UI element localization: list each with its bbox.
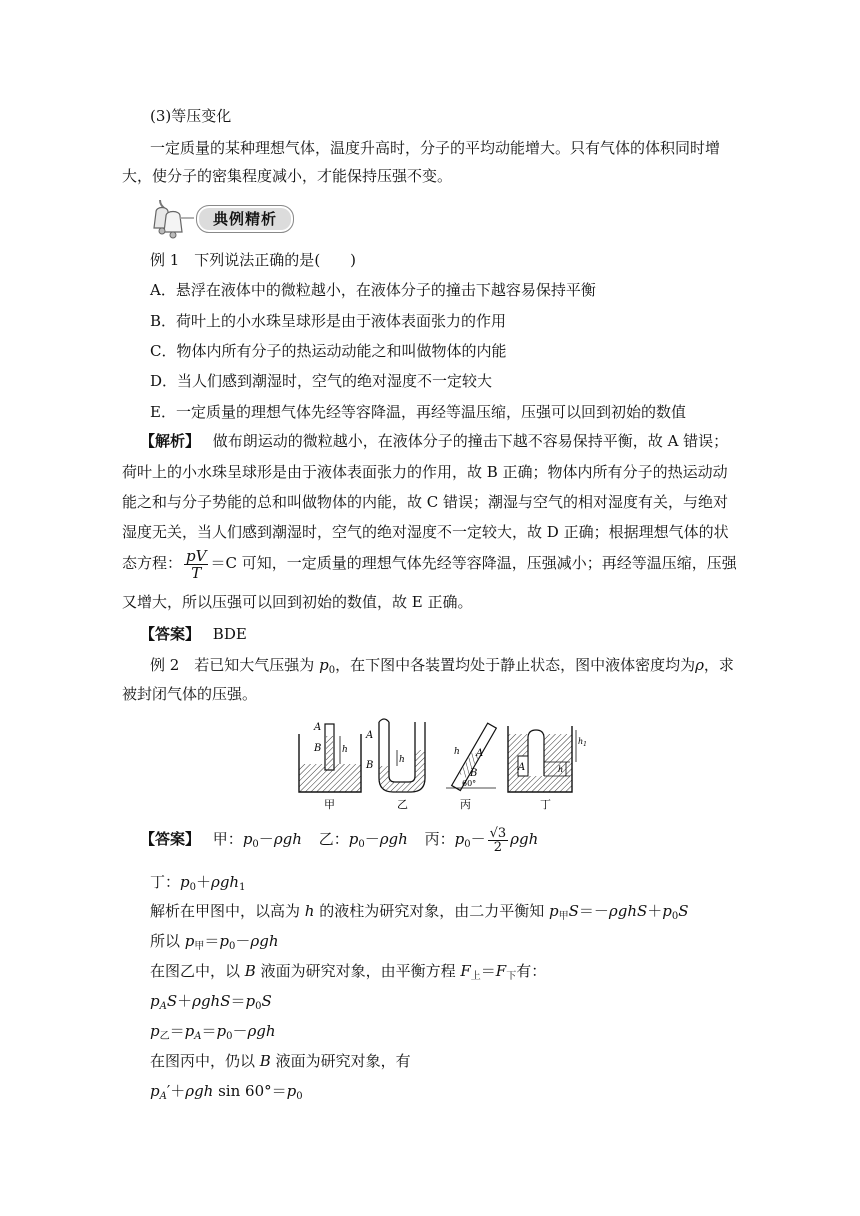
option-b: B．荷叶上的小水珠呈球形是由于液体表面张力的作用 (150, 312, 507, 330)
answer-label: 【答案】 (140, 625, 201, 643)
svg-text:A: A (476, 748, 484, 759)
option-a: A．悬浮在液体中的微粒越小，在液体分子的撞击下越容易保持平衡 (150, 281, 596, 299)
option-c: C．物体内所有分子的热运动动能之和叫做物体的内能 (150, 342, 507, 360)
svg-text:A: A (518, 762, 526, 773)
answer-value: BDE (212, 625, 247, 643)
example2-answer-label: 【答案】 (140, 830, 201, 848)
solution-line-6: 在图丙中，仍以 B 液面为研究对象，有 (150, 1052, 411, 1070)
figure-label-ding: 丁 (540, 798, 551, 811)
solution-line-5: $p_乙=p_A=p_0-\rho gh$ (150, 1022, 276, 1042)
apparatus-ding (508, 726, 587, 792)
answer-line (140, 624, 247, 644)
analysis-line-1: 【解析】 做布朗运动的微粒越小，在液体分子的撞击下越不容易保持平衡，故 A 错误； (140, 432, 729, 450)
solution-line-3: 在图乙中，以 B 液面为研究对象，由平衡方程 $F_上=F_下$有： (150, 962, 547, 982)
svg-text:h1: $h_1$ (578, 737, 587, 748)
example1-title: 例 1 下列说法正确的是( ) (150, 251, 357, 269)
solution-line-1: 解析在甲图中，以高为 h 的液柱为研究对象，由二力平衡知 $p_甲S=-\rho ghS+p_0S$ (150, 902, 689, 922)
option-d: D．当人们感到潮湿时，空气的绝对湿度不一定较大 (150, 372, 493, 390)
section-paragraph-line-2: 大，使分子的密集程度减小，才能保持压强不变。 (122, 167, 453, 185)
sqrt3-over-2-fraction: $\frac{√3}{2}$ (489, 825, 507, 855)
bell-icon (150, 198, 196, 242)
pv-over-t-fraction: $\frac{pV}{T}$ (186, 546, 207, 582)
svg-text:B: B (366, 760, 374, 771)
apparatus-svg (296, 716, 586, 814)
example2-title: 例 2 若已知大气压强为 $p_0$，在下图中各装置均处于静止状态，图中液体密度均为ρ，求 (150, 656, 734, 676)
svg-text:h: h (454, 747, 460, 757)
solution-line-2: 所以 $p_甲=p_0-\rho gh$ (150, 932, 279, 952)
section-heading: (3)等压变化 (150, 107, 232, 125)
figure-label-bing: 丙 (460, 798, 471, 811)
example2-answer: 【答案】 甲：$p_0-\rho gh$ 乙：$p_0-\rho gh$ 丙：$p_0-$ $\frac{√3}{2}$ ρgh (140, 825, 539, 855)
svg-text:B: B (470, 768, 478, 779)
figure-label-jia: 甲 (324, 798, 335, 811)
analysis-line-4: 湿度无关，当人们感到潮湿时，空气的绝对湿度不一定较大，故 D 正确；根据理想气体的状 (122, 523, 729, 541)
svg-text:A: A (366, 730, 374, 741)
svg-text:h: h (558, 765, 564, 774)
svg-text:h: h (342, 745, 348, 755)
solution-line-4: $p_AS+\rho ghS=p_0S$ (150, 992, 272, 1012)
analysis-line-6: 又增大，所以压强可以回到初始的数值，故 E 正确。 (122, 593, 473, 611)
solution-line-7: $p_A'+\rho gh$ $\sin 60^\circ=p_0$ (150, 1082, 303, 1102)
analysis-line-3: 能之和与分子势能的总和叫做物体的内能，故 C 错误；潮湿与空气的相对湿度有关，与绝对 (122, 493, 729, 511)
apparatus-bing (446, 723, 496, 790)
option-e: E．一定质量的理想气体先经等容降温，再经等温压缩，压强可以回到初始的数值 (150, 403, 686, 421)
figure-label-yi: 乙 (397, 798, 408, 811)
svg-text:h: h (399, 755, 405, 765)
svg-text:A: A (314, 722, 322, 733)
figure-angle: 60° (462, 779, 477, 788)
example-banner (150, 198, 300, 242)
answer-ding: 丁：$p_0+\rho gh_1$ (150, 873, 246, 893)
banner-label: 典例精析 (196, 205, 294, 233)
analysis-line-5: 态方程： $\frac{pV}{T}$ ＝C 可知，一定质量的理想气体先经等容降温，压强减小；再经等温压缩，压强 (122, 546, 737, 582)
apparatus-figure (296, 716, 586, 814)
svg-text:B: B (314, 743, 322, 754)
section-paragraph-line-1: 一定质量的某种理想气体，温度升高时，分子的平均动能增大。只有气体的体积同时增 (150, 139, 721, 157)
analysis-label: 【解析】 (140, 432, 201, 450)
apparatus-yi (365, 719, 425, 792)
apparatus-jia (299, 722, 361, 792)
example2-title-line-2: 被封闭气体的压强。 (122, 685, 258, 703)
analysis-line-2: 荷叶上的小水珠呈球形是由于液体表面张力的作用，故 B 正确；物体内所有分子的热运动动 (122, 463, 728, 481)
